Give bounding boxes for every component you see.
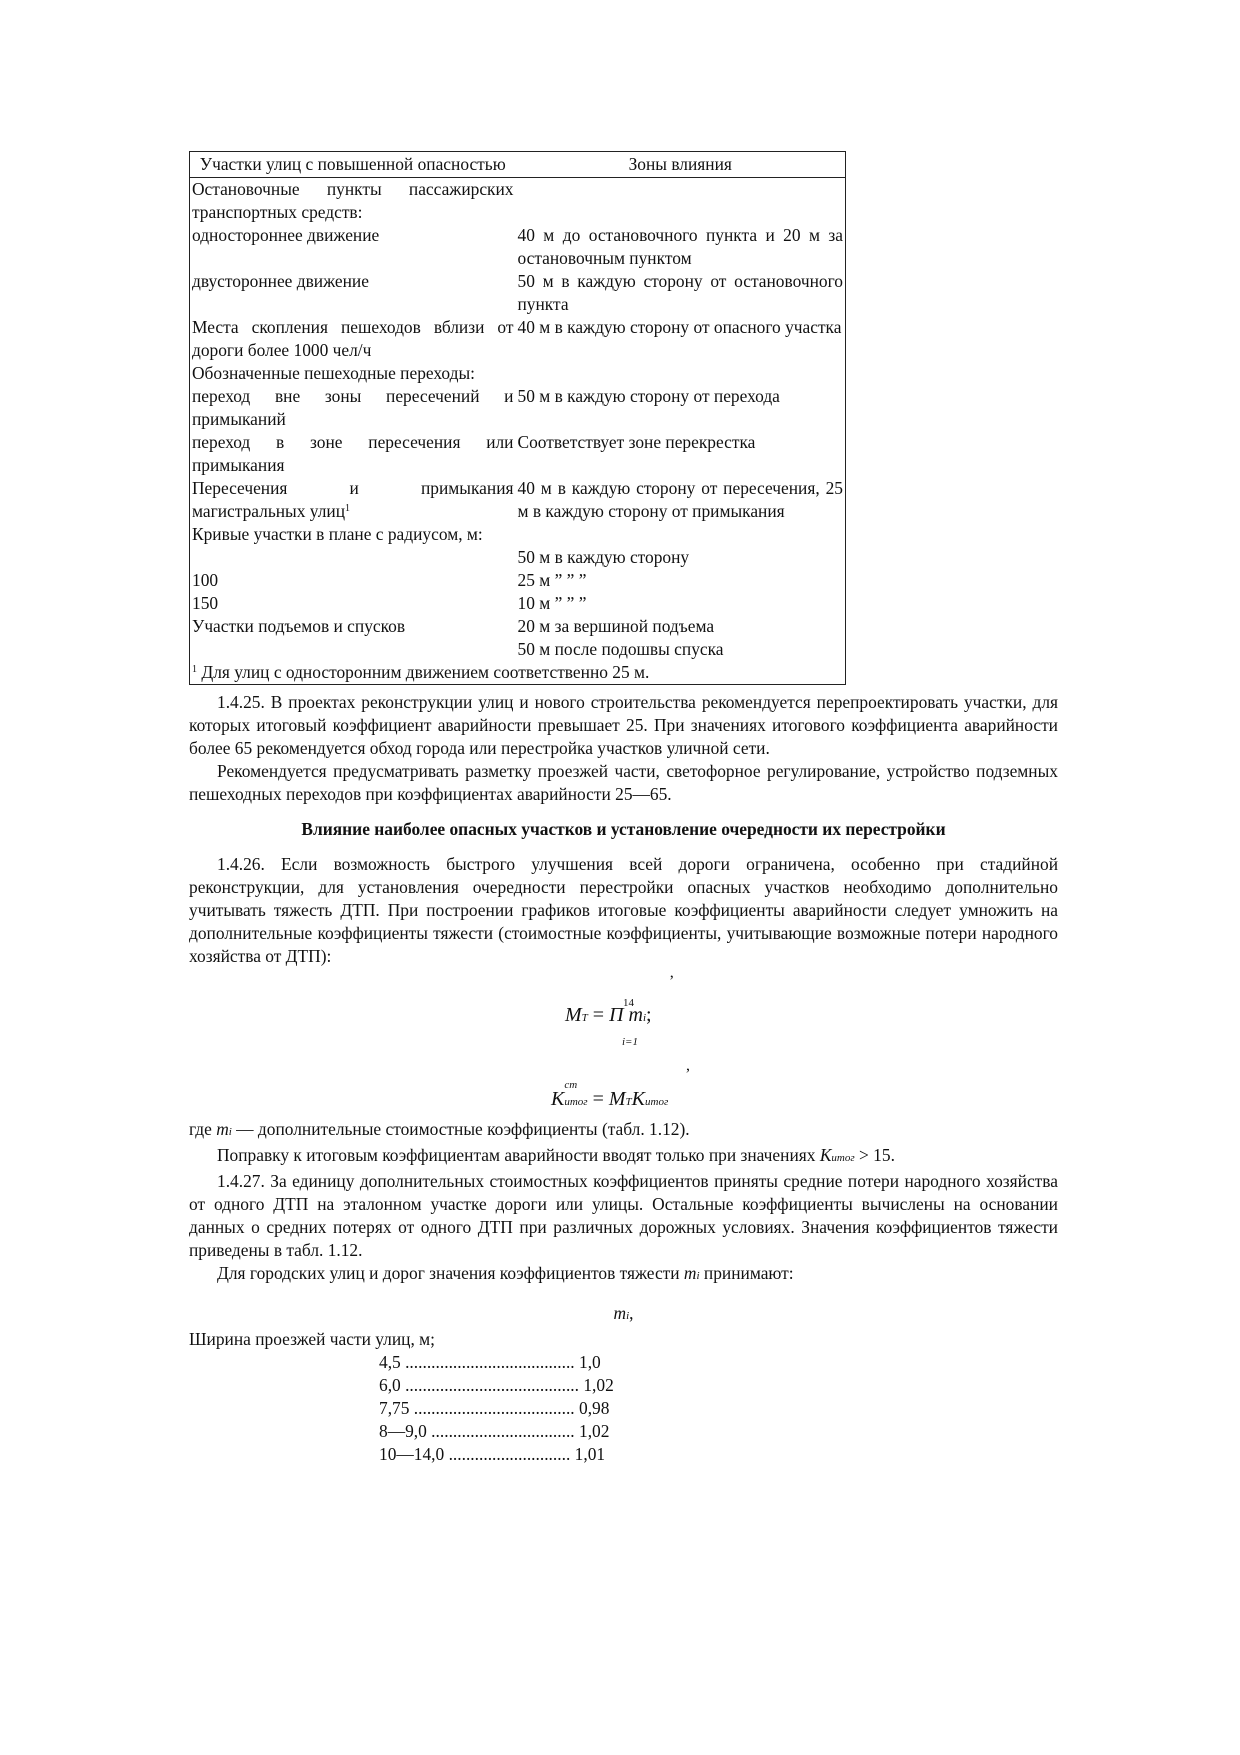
table-row xyxy=(190,523,846,546)
table-cell: 20 м за вершиной подъема xyxy=(516,615,846,638)
table-row xyxy=(190,385,846,431)
formula-superscript: ст xyxy=(564,1079,578,1091)
footnote-marker: 1 xyxy=(345,503,351,514)
formula-subscript: i xyxy=(642,1012,647,1024)
list-item: 8—9,0 ................................. 1,02 xyxy=(379,1421,610,1441)
formula-punct: ; xyxy=(646,1004,652,1026)
table-cell xyxy=(190,477,516,523)
formula-symbol: K xyxy=(551,1088,565,1110)
section-heading: Влияние наиболее опасных участков и установление очередности их перестройки xyxy=(301,819,946,839)
table-cell xyxy=(190,546,516,569)
where-line xyxy=(189,1118,1058,1144)
formula-symbol: m xyxy=(216,1119,229,1139)
formula-symbol: M xyxy=(565,1004,582,1026)
table-cell xyxy=(516,178,846,225)
formula-equals: = xyxy=(592,1088,604,1110)
table-row xyxy=(190,569,846,592)
table-cell: 25 м ” ” ” xyxy=(516,569,846,592)
document-page xyxy=(189,151,1058,1466)
footnote-marker: 1 xyxy=(192,664,197,675)
table-header-cell: Участки улиц с повышенной опасностью xyxy=(190,152,516,178)
table-row xyxy=(190,477,846,523)
list-item: 7,75 ..................................... 0,98 xyxy=(379,1398,610,1418)
table-cell: 50 м в каждую сторону от перехода xyxy=(516,385,846,431)
formula-subscript: T xyxy=(625,1096,632,1108)
paragraph: 1.4.25. В проектах реконструкции улиц и нового строительства рекомендуется перепроектировать участки, для которых итоговый коэффициент аварийности превышает 25. При значениях итогового коэффициента аварийности более 65 рекомендуется обход города или перестройка участков уличной сети. xyxy=(189,692,1058,758)
table-cell: Участки подъемов и спусков xyxy=(190,615,516,638)
product-upper-limit: 14 xyxy=(623,997,634,1009)
formula-symbol: m xyxy=(613,1303,627,1323)
table-row xyxy=(190,178,846,225)
formula-comma: , xyxy=(686,1057,690,1074)
table-row xyxy=(190,316,846,362)
formula-subscript: i xyxy=(228,1126,232,1138)
formula-symbol: K xyxy=(631,1088,646,1110)
footnote-text: Для улиц с односторонним движением соответственно 25 м. xyxy=(201,662,650,682)
table-row xyxy=(190,638,846,661)
formula-subscript: итог xyxy=(645,1096,669,1108)
formula-subscript: i xyxy=(626,1310,630,1322)
correction-line xyxy=(189,1144,1058,1170)
table-cell xyxy=(516,523,846,546)
formula-symbol: m xyxy=(628,1004,643,1026)
table-cell: 50 м в каждую сторону от остановочного пункта xyxy=(516,270,846,316)
formula-subscript: итог xyxy=(564,1096,588,1108)
table-row xyxy=(190,546,846,569)
formula-block xyxy=(189,968,1058,1118)
list-item: 10—14,0 ............................ 1,01 xyxy=(379,1444,606,1464)
table-cell: одностороннее движение xyxy=(190,224,516,270)
table-cell-text: Пересечения и примыкания магистральных улиц xyxy=(192,478,514,521)
text: Поправку к итоговым коэффициентам аварийности вводят только при значениях xyxy=(217,1145,820,1165)
table-row xyxy=(190,270,846,316)
text: > 15. xyxy=(854,1145,895,1165)
table-cell xyxy=(516,362,846,385)
table-cell: переход вне зоны пересечений и примыканий xyxy=(190,385,516,431)
table-cell: 50 м после подошвы спуска xyxy=(516,638,846,661)
formula-subscript: i xyxy=(696,1270,700,1282)
list-item: 6,0 ........................................ 1,02 xyxy=(379,1375,614,1395)
formula-subscript: итог xyxy=(831,1152,855,1164)
table-cell: 40 м в каждую сторону от опасного участка xyxy=(516,316,846,362)
text: — дополнительные стоимостные коэффициенты (табл. 1.12). xyxy=(231,1119,690,1139)
table-row xyxy=(190,592,846,615)
text: , xyxy=(629,1303,634,1323)
table-row xyxy=(190,431,846,477)
table-footnote xyxy=(190,661,846,685)
table-cell: Соответствует зоне перекрестка xyxy=(516,431,846,477)
table-header-cell: Зоны влияния xyxy=(516,152,846,178)
width-label: Ширина проезжей части улиц, м; xyxy=(189,1329,435,1349)
paragraph: Рекомендуется предусматривать разметку проезжей части, светофорное регулирование, устройство подземных пешеходных переходов при коэффициентах аварийности 25—65. xyxy=(189,761,1058,804)
paragraph: 1.4.27. За единицу дополнительных стоимостных коэффициентов приняты средние потери народного хозяйства от одного ДТП на эталонном участке дороги или улицы. Остальные коэффициенты вычислены на основании данных о средних потерях от одного ДТП при различных дорожных условиях. Значения коэффициентов тяжести приведены в табл. 1.12. xyxy=(189,1171,1058,1260)
list-item: 4,5 ....................................... 1,0 xyxy=(379,1352,601,1372)
table-cell: двустороннее движение xyxy=(190,270,516,316)
table-cell: Места скопления пешеходов вблизи от дороги более 1000 чел/ч xyxy=(190,316,516,362)
paragraph: 1.4.26. Если возможность быстрого улучшения всей дороги ограничена, особенно при стадийной реконструкции, для установления очередности перестройки опасных участков необходимо дополнительно учитывать тяжесть ДТП. При построении графиков итоговые коэффициенты аварийности следует умножить на дополнительные коэффициенты тяжести (стоимостные коэффициенты, учитывающие возможные потери народного хозяйства от ДТП): xyxy=(189,854,1058,966)
coefficient-column-label xyxy=(189,1302,1058,1328)
product-lower-limit: i=1 xyxy=(622,1036,638,1048)
mt-formula xyxy=(565,1004,652,1030)
table-row xyxy=(190,224,846,270)
table-cell: переход в зоне пересечения или примыкания xyxy=(190,431,516,477)
urban-line xyxy=(189,1262,1058,1288)
product-symbol: Π xyxy=(609,1004,624,1026)
table-cell: 100 xyxy=(190,569,516,592)
table-row xyxy=(190,615,846,638)
formula-tick: ’ xyxy=(669,973,675,990)
width-coefficient-list xyxy=(379,1351,1058,1466)
table-footnote-row xyxy=(190,661,846,685)
table-cell: 40 м до остановочного пункта и 20 м за остановочным пунктом xyxy=(516,224,846,270)
table-cell: 50 м в каждую сторону xyxy=(516,546,846,569)
table-cell: Кривые участки в плане с радиусом, м: xyxy=(190,523,516,546)
formula-subscript: T xyxy=(581,1012,588,1024)
k-formula xyxy=(551,1079,669,1114)
text: где xyxy=(189,1119,217,1139)
table-cell: Обозначенные пешеходные переходы: xyxy=(190,362,516,385)
text: Для городских улиц и дорог значения коэффициентов тяжести xyxy=(217,1263,684,1283)
formula-equals: = xyxy=(592,1004,605,1026)
table-cell xyxy=(190,638,516,661)
text: принимают: xyxy=(699,1263,794,1283)
influence-zones-table xyxy=(189,151,846,685)
formula-symbol: m xyxy=(683,1263,697,1283)
table-row xyxy=(190,362,846,385)
table-cell: 10 м ” ” ” xyxy=(516,592,846,615)
table-header-row xyxy=(190,152,846,178)
table-cell: 150 xyxy=(190,592,516,615)
formula-symbol: M xyxy=(608,1088,626,1110)
formula-symbol: K xyxy=(819,1145,832,1165)
table-cell: 40 м в каждую сторону от пересечения, 25 м в каждую сторону от примыкания xyxy=(516,477,846,523)
table-cell: Остановочные пункты пассажирских транспортных средств: xyxy=(190,178,516,225)
